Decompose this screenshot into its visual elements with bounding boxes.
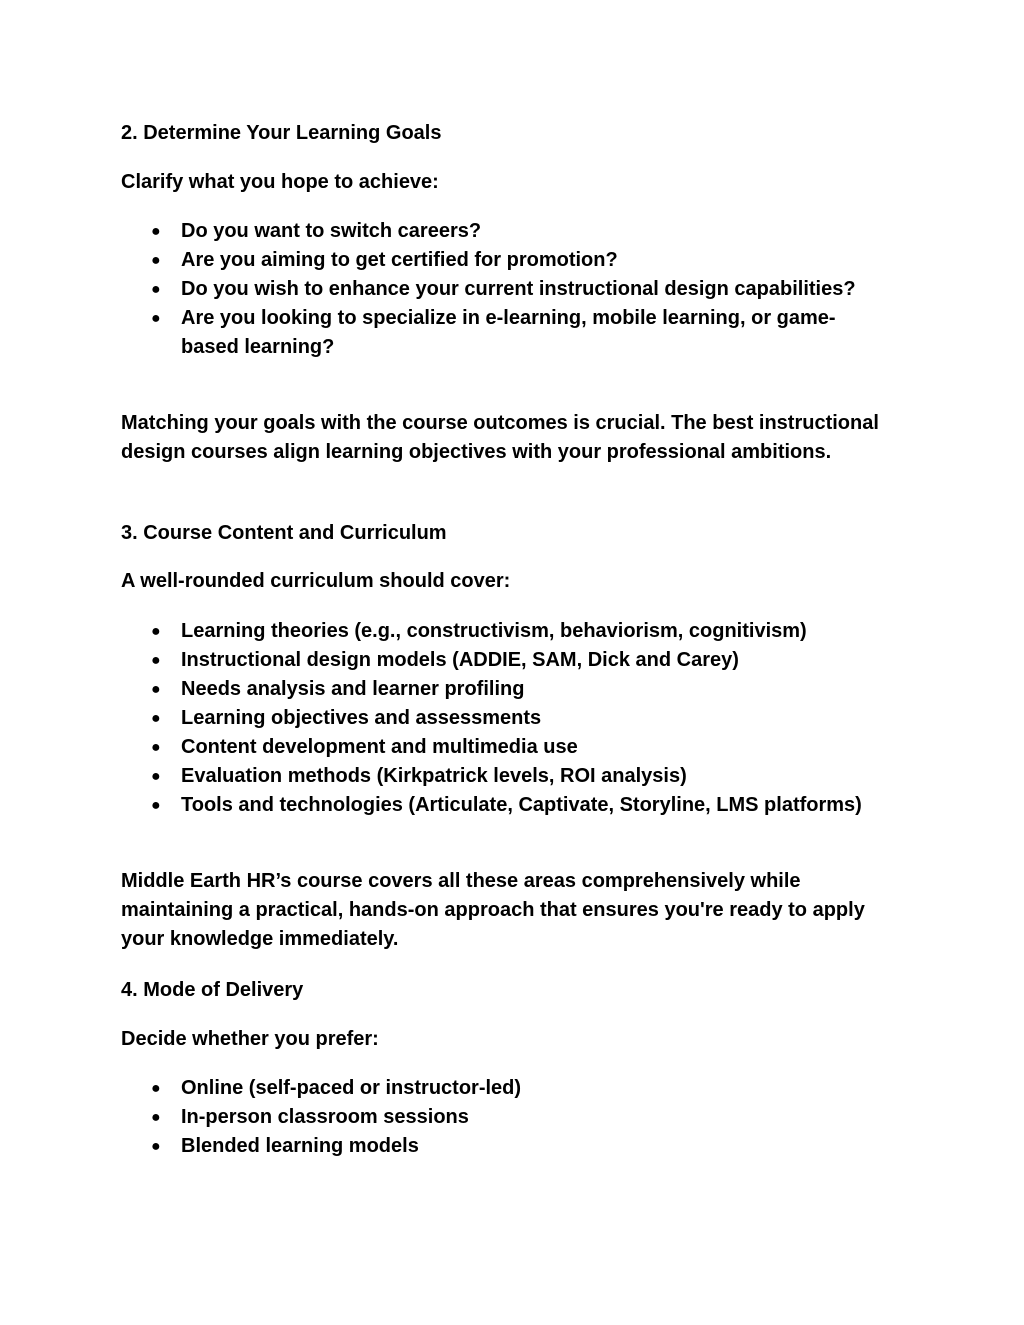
bullet-icon: ● bbox=[151, 281, 161, 298]
list-item-text: Needs analysis and learner profiling bbox=[181, 678, 525, 700]
section-4-list bbox=[151, 1074, 881, 1161]
section-2-closing: Matching your goals with the course outcomes is crucial. The best instructional design courses align learning objectives with your professional ambitions. bbox=[121, 412, 879, 463]
list-item-text: Do you wish to enhance your current instructional design capabilities? bbox=[181, 278, 856, 300]
bullet-icon: ● bbox=[151, 310, 161, 327]
bullet-icon: ● bbox=[151, 681, 161, 698]
section-3-intro: A well-rounded curriculum should cover: bbox=[121, 570, 511, 592]
bullet-icon: ● bbox=[151, 710, 161, 727]
list-item bbox=[151, 1103, 881, 1132]
list-item-text: Learning theories (e.g., constructivism, behaviorism, cognitivism) bbox=[181, 620, 807, 642]
list-item-text: Content development and multimedia use bbox=[181, 736, 578, 758]
list-item bbox=[151, 704, 881, 733]
list-item-text: Blended learning models bbox=[181, 1135, 419, 1157]
section-4-heading: 4. Mode of Delivery bbox=[121, 979, 304, 1001]
bullet-icon: ● bbox=[151, 768, 161, 785]
section-2-list bbox=[151, 217, 881, 362]
list-item bbox=[151, 217, 881, 246]
section-3-heading: 3. Course Content and Curriculum bbox=[121, 522, 447, 544]
bullet-icon: ● bbox=[151, 252, 161, 269]
list-item bbox=[151, 762, 881, 791]
list-item bbox=[151, 246, 881, 275]
bullet-icon: ● bbox=[151, 652, 161, 669]
bullet-icon: ● bbox=[151, 623, 161, 640]
bullet-icon: ● bbox=[151, 223, 161, 240]
bullet-icon: ● bbox=[151, 739, 161, 756]
section-4-intro: Decide whether you prefer: bbox=[121, 1028, 379, 1050]
list-item-text: Tools and technologies (Articulate, Captivate, Storyline, LMS platforms) bbox=[181, 794, 862, 816]
list-item-text: In-person classroom sessions bbox=[181, 1106, 469, 1128]
list-item-text: Instructional design models (ADDIE, SAM, Dick and Carey) bbox=[181, 649, 739, 671]
list-item bbox=[151, 791, 881, 820]
list-item bbox=[151, 617, 881, 646]
list-item-text: Do you want to switch careers? bbox=[181, 220, 482, 242]
bullet-icon: ● bbox=[151, 1109, 161, 1126]
list-item-text: Online (self-paced or instructor-led) bbox=[181, 1077, 522, 1099]
section-2-intro: Clarify what you hope to achieve: bbox=[121, 171, 439, 193]
list-item bbox=[151, 675, 881, 704]
list-item-text: Learning objectives and assessments bbox=[181, 707, 542, 729]
list-item bbox=[151, 1074, 881, 1103]
section-2-heading: 2. Determine Your Learning Goals bbox=[121, 122, 442, 144]
list-item bbox=[151, 304, 881, 362]
section-3-list bbox=[151, 617, 881, 820]
list-item-text: Are you looking to specialize in e-learning, mobile learning, or game-based learning? bbox=[181, 307, 836, 358]
list-item bbox=[151, 646, 881, 675]
bullet-icon: ● bbox=[151, 797, 161, 814]
bullet-icon: ● bbox=[151, 1138, 161, 1155]
bullet-icon: ● bbox=[151, 1080, 161, 1097]
list-item-text: Are you aiming to get certified for promotion? bbox=[181, 249, 618, 271]
list-item bbox=[151, 275, 881, 304]
section-3-closing: Middle Earth HR’s course covers all these areas comprehensively while maintaining a practical, hands-on approach that ensures you're ready to apply your knowledge immediately. bbox=[121, 870, 865, 950]
list-item-text: Evaluation methods (Kirkpatrick levels, ROI analysis) bbox=[181, 765, 687, 787]
list-item bbox=[151, 733, 881, 762]
list-item bbox=[151, 1132, 881, 1161]
